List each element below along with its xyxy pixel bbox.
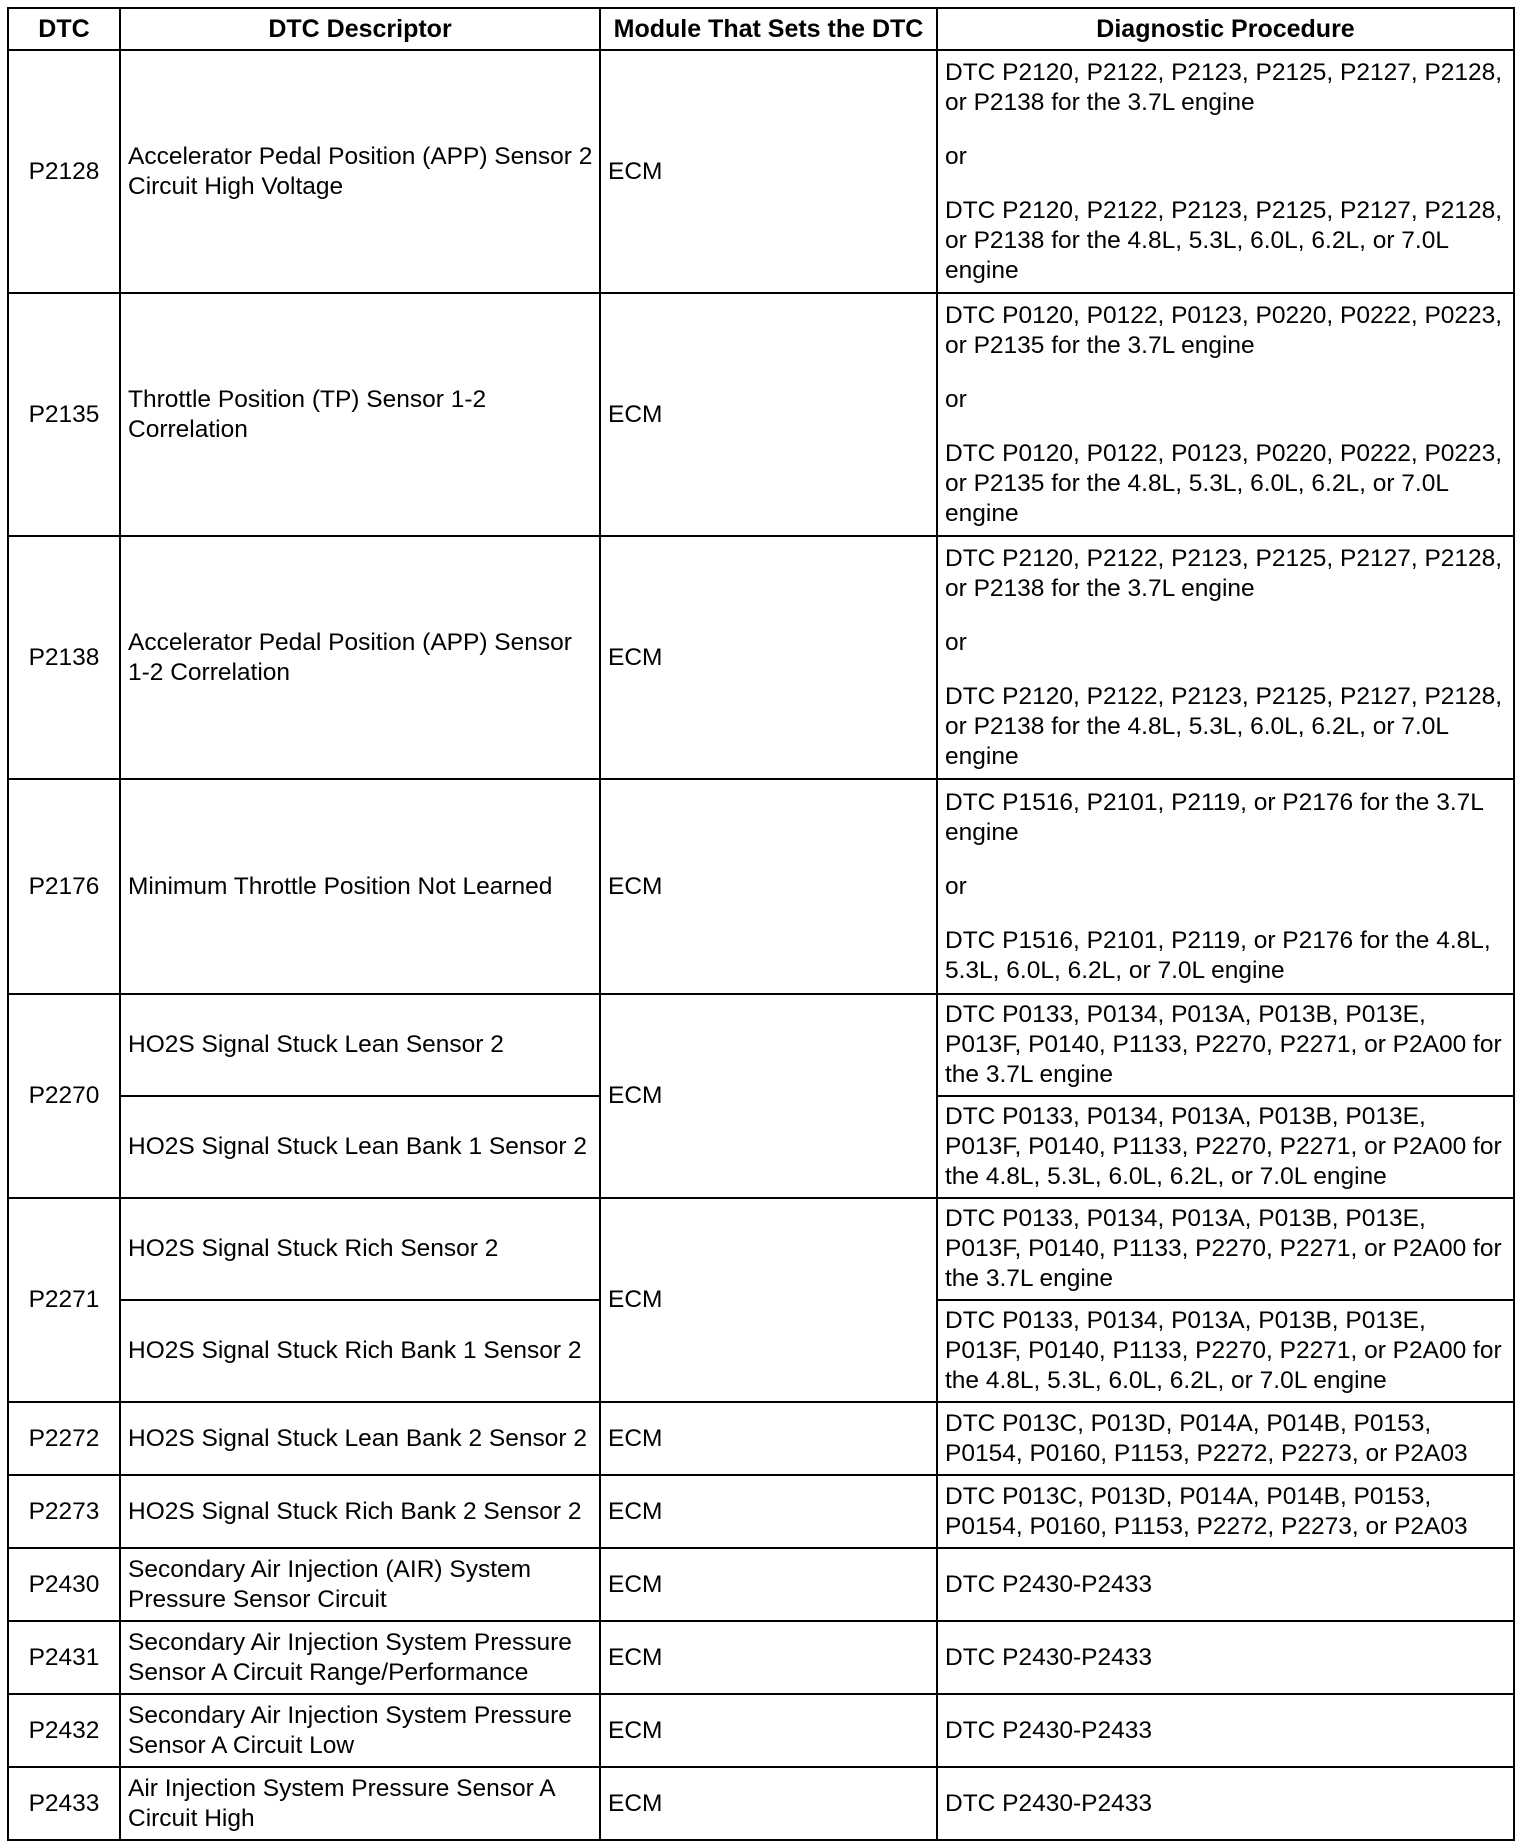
procedure-text: DTC P1516, P2101, P2119, or P2176 for the 4.8L, 5.3L, 6.0L, 6.2L, or 7.0L engine bbox=[945, 926, 1491, 984]
header-module: Module That Sets the DTC bbox=[600, 8, 937, 50]
procedure-cell bbox=[937, 293, 1514, 536]
procedure-cell: DTC P0133, P0134, P013A, P013B, P013E, P013F, P0140, P1133, P2270, P2271, or P2A00 for the 4.8L, 5.3L, 6.0L, 6.2L, or 7.0L engine bbox=[937, 1096, 1514, 1198]
procedure-cell: DTC P0133, P0134, P013A, P013B, P013E, P013F, P0140, P1133, P2270, P2271, or P2A00 for the 3.7L engine bbox=[937, 1198, 1514, 1300]
procedure-cell bbox=[937, 50, 1514, 293]
dtc-code: P2433 bbox=[8, 1767, 120, 1840]
module-cell: ECM bbox=[600, 1621, 937, 1694]
dtc-table bbox=[7, 7, 1515, 1841]
module-cell: ECM bbox=[600, 1475, 937, 1548]
procedure-or: or bbox=[945, 142, 967, 170]
module-cell: ECM bbox=[600, 1767, 937, 1840]
dtc-descriptor: Accelerator Pedal Position (APP) Sensor 1-2 Correlation bbox=[120, 536, 600, 779]
dtc-descriptor: HO2S Signal Stuck Lean Bank 2 Sensor 2 bbox=[120, 1402, 600, 1475]
dtc-code: P2135 bbox=[8, 293, 120, 536]
dtc-code: P2273 bbox=[8, 1475, 120, 1548]
procedure-text: DTC P2120, P2122, P2123, P2125, P2127, P2128, or P2138 for the 3.7L engine bbox=[945, 544, 1503, 602]
dtc-code: P2432 bbox=[8, 1694, 120, 1767]
module-cell: ECM bbox=[600, 50, 937, 293]
procedure-text: DTC P0120, P0122, P0123, P0220, P0222, P0223, or P2135 for the 3.7L engine bbox=[945, 301, 1503, 359]
dtc-descriptor: HO2S Signal Stuck Lean Bank 1 Sensor 2 bbox=[120, 1096, 600, 1198]
procedure-cell bbox=[937, 536, 1514, 779]
dtc-descriptor: HO2S Signal Stuck Rich Sensor 2 bbox=[120, 1198, 600, 1300]
module-cell: ECM bbox=[600, 1548, 937, 1621]
dtc-descriptor: HO2S Signal Stuck Rich Bank 1 Sensor 2 bbox=[120, 1300, 600, 1402]
table-row bbox=[8, 293, 1514, 536]
header-row bbox=[8, 8, 1514, 50]
procedure-cell: DTC P0133, P0134, P013A, P013B, P013E, P013F, P0140, P1133, P2270, P2271, or P2A00 for the 3.7L engine bbox=[937, 994, 1514, 1096]
module-cell: ECM bbox=[600, 1198, 937, 1402]
dtc-code: P2430 bbox=[8, 1548, 120, 1621]
dtc-descriptor: Secondary Air Injection (AIR) System Pressure Sensor Circuit bbox=[120, 1548, 600, 1621]
dtc-code: P2128 bbox=[8, 50, 120, 293]
header-procedure: Diagnostic Procedure bbox=[937, 8, 1514, 50]
dtc-code: P2272 bbox=[8, 1402, 120, 1475]
dtc-descriptor: HO2S Signal Stuck Lean Sensor 2 bbox=[120, 994, 600, 1096]
table-row bbox=[8, 779, 1514, 994]
dtc-descriptor: Minimum Throttle Position Not Learned bbox=[120, 779, 600, 994]
module-cell: ECM bbox=[600, 779, 937, 994]
dtc-descriptor: Secondary Air Injection System Pressure Sensor A Circuit Low bbox=[120, 1694, 600, 1767]
header-descriptor: DTC Descriptor bbox=[120, 8, 600, 50]
dtc-descriptor: Accelerator Pedal Position (APP) Sensor 2 Circuit High Voltage bbox=[120, 50, 600, 293]
procedure-cell: DTC P2430-P2433 bbox=[937, 1548, 1514, 1621]
procedure-text: DTC P1516, P2101, P2119, or P2176 for the 3.7L engine bbox=[945, 788, 1483, 846]
module-cell: ECM bbox=[600, 536, 937, 779]
dtc-code: P2271 bbox=[8, 1198, 120, 1402]
module-cell: ECM bbox=[600, 1402, 937, 1475]
table-row bbox=[8, 536, 1514, 779]
procedure-cell: DTC P0133, P0134, P013A, P013B, P013E, P013F, P0140, P1133, P2270, P2271, or P2A00 for the 4.8L, 5.3L, 6.0L, 6.2L, or 7.0L engine bbox=[937, 1300, 1514, 1402]
dtc-code: P2138 bbox=[8, 536, 120, 779]
table-row bbox=[8, 1621, 1514, 1694]
procedure-text: DTC P2120, P2122, P2123, P2125, P2127, P2128, or P2138 for the 4.8L, 5.3L, 6.0L, 6.2L, or 7.0L engine bbox=[945, 196, 1503, 284]
table-row bbox=[8, 1198, 1514, 1300]
procedure-or: or bbox=[945, 628, 967, 656]
procedure-text: DTC P0120, P0122, P0123, P0220, P0222, P0223, or P2135 for the 4.8L, 5.3L, 6.0L, 6.2L, or 7.0L engine bbox=[945, 439, 1503, 527]
procedure-cell: DTC P013C, P013D, P014A, P014B, P0153, P0154, P0160, P1153, P2272, P2273, or P2A03 bbox=[937, 1402, 1514, 1475]
dtc-descriptor: Throttle Position (TP) Sensor 1-2 Correlation bbox=[120, 293, 600, 536]
procedure-cell: DTC P013C, P013D, P014A, P014B, P0153, P0154, P0160, P1153, P2272, P2273, or P2A03 bbox=[937, 1475, 1514, 1548]
module-cell: ECM bbox=[600, 994, 937, 1198]
module-cell: ECM bbox=[600, 293, 937, 536]
procedure-or: or bbox=[945, 385, 967, 413]
dtc-descriptor: HO2S Signal Stuck Rich Bank 2 Sensor 2 bbox=[120, 1475, 600, 1548]
table-row bbox=[8, 1548, 1514, 1621]
procedure-cell bbox=[937, 779, 1514, 994]
procedure-text: DTC P2120, P2122, P2123, P2125, P2127, P2128, or P2138 for the 4.8L, 5.3L, 6.0L, 6.2L, or 7.0L engine bbox=[945, 682, 1503, 770]
table-row bbox=[8, 50, 1514, 293]
dtc-code: P2270 bbox=[8, 994, 120, 1198]
module-cell: ECM bbox=[600, 1694, 937, 1767]
procedure-cell: DTC P2430-P2433 bbox=[937, 1767, 1514, 1840]
procedure-cell: DTC P2430-P2433 bbox=[937, 1621, 1514, 1694]
header-dtc: DTC bbox=[8, 8, 120, 50]
procedure-or: or bbox=[945, 872, 967, 900]
table-row bbox=[8, 1402, 1514, 1475]
dtc-code: P2431 bbox=[8, 1621, 120, 1694]
dtc-descriptor: Air Injection System Pressure Sensor A Circuit High bbox=[120, 1767, 600, 1840]
table-row bbox=[8, 994, 1514, 1096]
procedure-cell: DTC P2430-P2433 bbox=[937, 1694, 1514, 1767]
procedure-text: DTC P2120, P2122, P2123, P2125, P2127, P2128, or P2138 for the 3.7L engine bbox=[945, 58, 1503, 116]
dtc-descriptor: Secondary Air Injection System Pressure Sensor A Circuit Range/Performance bbox=[120, 1621, 600, 1694]
table-row bbox=[8, 1694, 1514, 1767]
dtc-code: P2176 bbox=[8, 779, 120, 994]
table-row bbox=[8, 1767, 1514, 1840]
table-row bbox=[8, 1475, 1514, 1548]
